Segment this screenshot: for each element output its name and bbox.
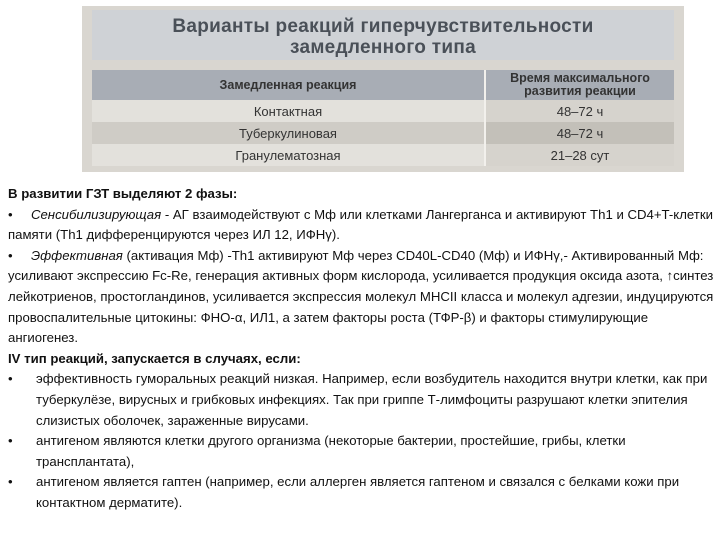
table-cell-time: 21–28 сут [485,144,674,166]
figure-title-line1: Варианты реакций гиперчувствительности [172,16,594,37]
reaction-table [92,70,674,166]
figure-title-line2: замедленного типа [289,37,477,58]
bullet: • [8,371,13,387]
table-cell-reaction: Контактная [92,100,485,122]
table-cell-time: 48–72 ч [485,100,674,122]
case-text: эффективность гуморальных реакций низкая. Например, если возбудитель находится внутри клетки, как при туберкулёзе, вирусных и грибковых инфекциях. Так при гриппе Т-лимфоциты разрушают клетки эпителия слизистых оболочек, зараженные вирусами. [36,371,708,428]
phases-heading: В развитии ГЗТ выделяют 2 фазы: [8,186,238,201]
list-item [8,369,714,431]
phase1-paragraph [8,205,714,246]
table-row [92,144,674,166]
table-row [92,122,674,144]
bullet: • [8,206,13,222]
list-item [8,431,714,472]
table-row [92,100,674,122]
case-text: антигеном являются клетки другого организма (некоторые бактерии, простейшие, грибы, клетки трансплантата), [36,433,626,469]
column-header-time: Время максимального развития реакции [485,70,674,100]
bullet: • [8,474,13,490]
case-text: антигеном является гаптен (например, если аллерген является гаптеном и связался с белками кожи при контактном дерматите). [36,474,680,510]
type4-heading: IV тип реакций, запускается в случаях, если: [8,350,301,366]
phase2-paragraph [8,246,714,349]
table-header-row [92,70,674,100]
list-item [8,472,714,513]
column-header-reaction: Замедленная реакция [92,70,485,100]
figure-title-band [92,10,674,60]
reaction-table-figure [82,6,684,172]
table-cell-reaction: Гранулематозная [92,144,485,166]
phase1-text: - АГ взаимодействуют с Мф или клетками Лангерганса и активируют Th1 и CD4+T-клетки памяти (Th1 дифференцируются через ИЛ 12, ИФНγ). [8,206,713,243]
phase2-name: Эффективная [30,247,123,263]
phase1-name: Сенсибилизирующая [30,206,162,222]
table-cell-time: 48–72 ч [485,122,674,144]
bullet: • [8,247,13,263]
body-text [8,184,714,514]
table-cell-reaction: Туберкулиновая [92,122,485,144]
phase2-text: (активация Мф) -Th1 активируют Мф через CD40L-CD40 (Мф) и ИФНγ,- Активированный Мф: усиливают экспрессию Fc-Re, генерация активных форм кислорода, усиливается продукция оксида азота, ↑синтез лейкотриенов, простогландинов, усиливается экспрессия молекул MHCII класса и молекул адгезии, индуцируются провоспалительные цитокины: ФНО-α, ИЛ1, а затем факторы роста (ТФР-β) и факторы стимулирующие ангиогенез. [8,247,714,346]
bullet: • [8,433,13,449]
